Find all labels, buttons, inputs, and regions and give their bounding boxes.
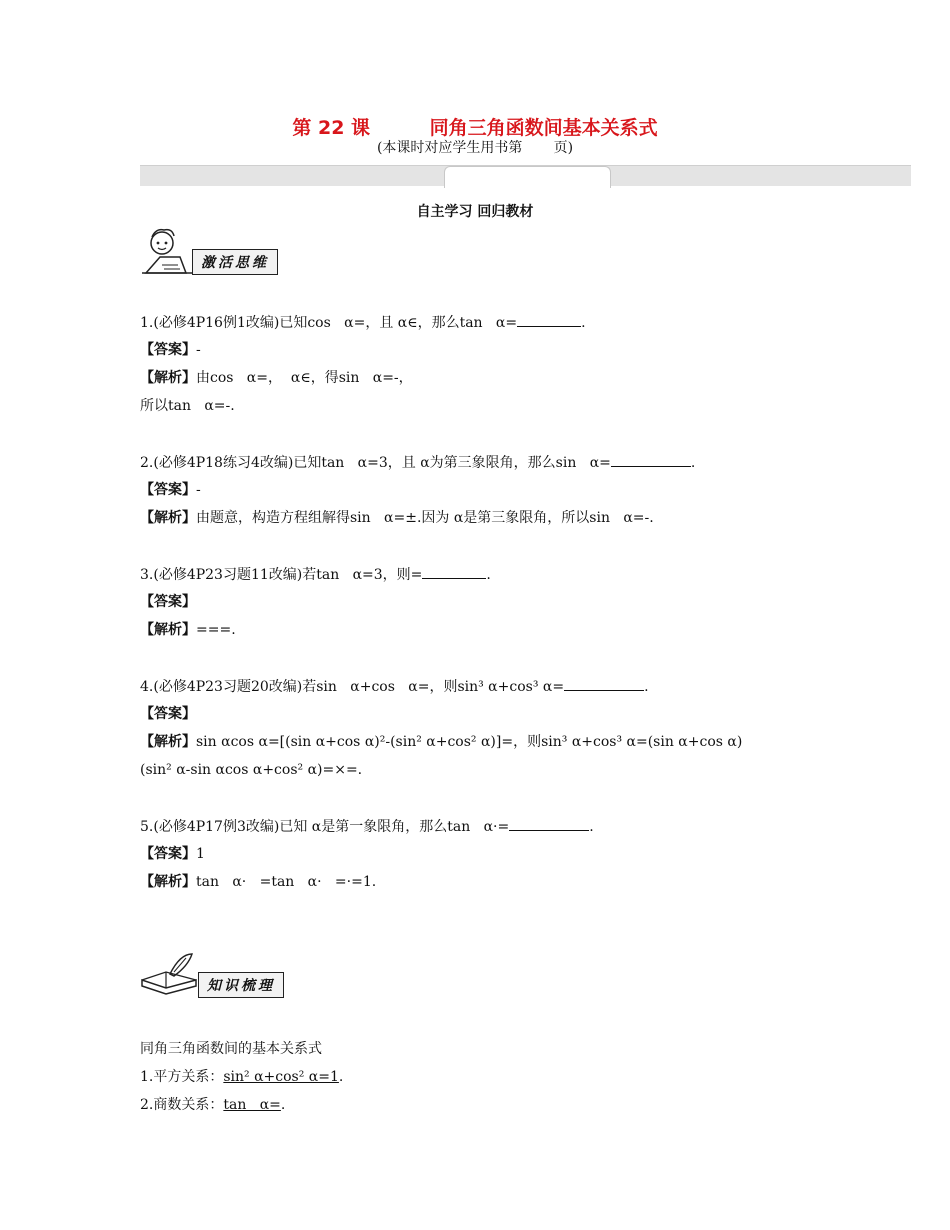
question-1: 1.(必修4P16例1改编)已知cos α=，且 α∈，那么tan α= . bbox=[140, 312, 586, 333]
open-book-quill-icon bbox=[140, 952, 198, 998]
question-2: 2.(必修4P18练习4改编)已知tan α=3，且 α为第三象限角，那么sin α= . bbox=[140, 452, 695, 473]
section-heading: 自主学习 回归教材 bbox=[416, 204, 534, 220]
badge-activate-thinking bbox=[140, 227, 278, 275]
analysis-5: 【解析】tan α· =tan α· =·=1. bbox=[140, 874, 377, 890]
lesson-subtitle: (本课时对应学生用书第 页) bbox=[376, 140, 574, 156]
answer-blank bbox=[422, 564, 486, 579]
answer-2: 【答案】- bbox=[140, 482, 201, 498]
analysis-2: 【解析】由题意，构造方程组解得sin α=±.因为 α是第三象限角，所以sin α=-. bbox=[140, 510, 654, 526]
formula-square-relation: sin² α+cos² α=1 bbox=[223, 1069, 339, 1085]
question-5: 5.(必修4P17例3改编)已知 α是第一象限角，那么tan α·= . bbox=[140, 816, 594, 837]
analysis-3: 【解析】===. bbox=[140, 622, 236, 638]
answer-3: 【答案】 bbox=[140, 594, 196, 610]
lesson-title: 第 22 课 同角三角函数间基本关系式 bbox=[292, 117, 658, 139]
answer-5: 【答案】1 bbox=[140, 846, 205, 862]
question-3: 3.(必修4P23习题11改编)若tan α=3，则= . bbox=[140, 564, 491, 585]
answer-blank bbox=[611, 452, 691, 467]
analysis-4: 【解析】sin αcos α=[(sin α+cos α)²-(sin² α+cos² α)]=，则sin³ α+cos³ α=(sin α+cos α) bbox=[140, 734, 743, 750]
badge-label: 知识梳理 bbox=[198, 972, 284, 998]
formula-quotient-relation: tan α= bbox=[223, 1097, 281, 1113]
knowledge-item-2: 2.商数关系：tan α=. bbox=[140, 1097, 286, 1113]
analysis-4-cont: (sin² α-sin αcos α+cos² α)=×=. bbox=[140, 762, 363, 778]
analysis-1: 【解析】由cos α=， α∈，得sin α=-， bbox=[140, 370, 413, 386]
knowledge-intro: 同角三角函数间的基本关系式 bbox=[140, 1041, 322, 1057]
answer-1: 【答案】- bbox=[140, 342, 201, 358]
student-reading-icon bbox=[140, 227, 192, 275]
analysis-1-cont: 所以tan α=-. bbox=[140, 398, 235, 414]
header-tab bbox=[444, 166, 611, 188]
answer-blank bbox=[564, 676, 644, 691]
answer-blank bbox=[509, 816, 589, 831]
answer-4: 【答案】 bbox=[140, 706, 196, 722]
question-4: 4.(必修4P23习题20改编)若sin α+cos α=，则sin³ α+cos³ α= . bbox=[140, 676, 649, 697]
badge-knowledge-review bbox=[140, 952, 284, 998]
knowledge-item-1: 1.平方关系：sin² α+cos² α=1. bbox=[140, 1069, 344, 1085]
badge-label: 激活思维 bbox=[192, 249, 278, 275]
answer-blank bbox=[517, 312, 581, 327]
